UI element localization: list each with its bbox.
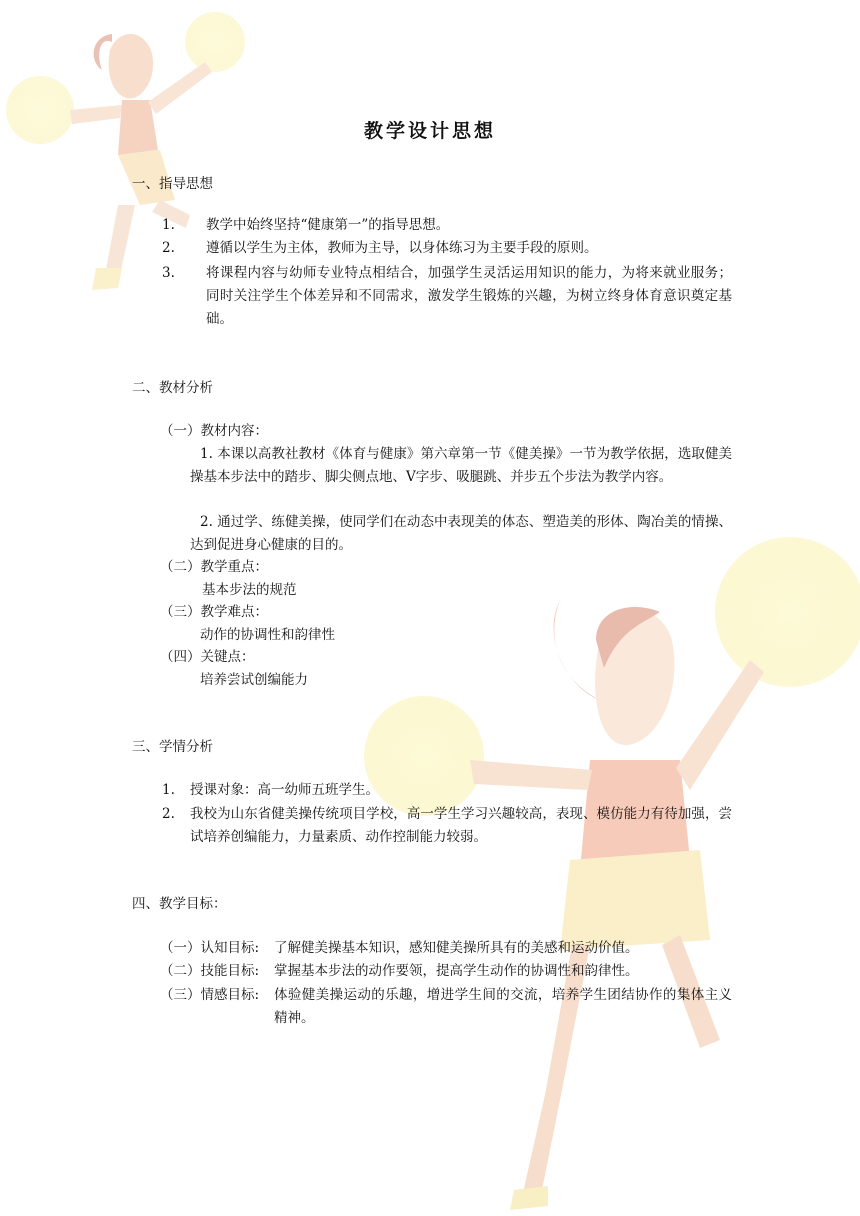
paragraph: 2. 通过学、练健美操，使同学们在动态中表现美的体态、塑造美的形体、陶冶美的情操、达到促进身心健康的目的。 bbox=[190, 514, 732, 553]
goal-text: 掌握基本步法的动作要领，提高学生动作的协调性和韵律性。 bbox=[274, 963, 639, 979]
goal-text: 了解健美操基本知识，感知健美操所具有的美感和运动价值。 bbox=[274, 940, 639, 956]
list-item-text: 将课程内容与幼师专业特点相结合，加强学生灵活运用知识的能力，为将来就业服务；同时关注学生个体差异和不同需求，激发学生锻炼的兴趣，为树立终身体育意识奠定基础。 bbox=[206, 265, 732, 327]
paragraph: 1. 本课以高教社教材《体育与健康》第六章第一节《健美操》一节为教学依据，选取健美操基本步法中的踏步、脚尖侧点地、V字步、吸腿跳、并步五个步法为教学内容。 bbox=[190, 446, 732, 485]
goal-text: 体验健美操运动的乐趣，增进学生间的交流，培养学生团结协作的集体主义精神。 bbox=[274, 987, 732, 1026]
list-item-number: 2. bbox=[162, 240, 175, 256]
list-item-number: 1. bbox=[162, 217, 175, 233]
subsection-value: 动作的协调性和韵律性 bbox=[200, 627, 335, 643]
subsection-value: 基本步法的规范 bbox=[202, 582, 297, 598]
section-heading: 一、指导思想 bbox=[132, 176, 213, 192]
list-item-text: 教学中始终坚持“健康第一”的指导思想。 bbox=[206, 217, 450, 233]
list-item-number: 2. bbox=[162, 806, 175, 822]
subsection-label: （一）教材内容： bbox=[160, 423, 268, 439]
goal-label: （二）技能目标: bbox=[160, 963, 260, 979]
subsection-label: （四）关键点： bbox=[160, 649, 255, 665]
list-item-text: 授课对象：高一幼师五班学生。 bbox=[190, 782, 379, 798]
goal-label: （一）认知目标: bbox=[160, 940, 260, 956]
list-item-number: 1. bbox=[162, 782, 175, 798]
subsection-value: 培养尝试创编能力 bbox=[200, 672, 308, 688]
page-title: 教学设计思想 bbox=[363, 120, 496, 142]
list-item-text: 遵循以学生为主体，教师为主导，以身体练习为主要手段的原则。 bbox=[206, 240, 598, 256]
subsection-label: （二）教学重点： bbox=[160, 559, 268, 575]
list-item-number: 3. bbox=[162, 265, 175, 281]
list-item-text: 我校为山东省健美操传统项目学校，高一学生学习兴趣较高，表现、模仿能力有待加强，尝试培养创编能力，力量素质、动作控制能力较弱。 bbox=[190, 806, 732, 845]
section-heading: 四、教学目标： bbox=[132, 896, 227, 912]
goal-label: （三）情感目标: bbox=[160, 987, 260, 1003]
subsection-label: （三）教学难点： bbox=[160, 604, 268, 620]
section-heading: 三、学情分析 bbox=[132, 739, 213, 755]
section-heading: 二、教材分析 bbox=[132, 380, 213, 396]
